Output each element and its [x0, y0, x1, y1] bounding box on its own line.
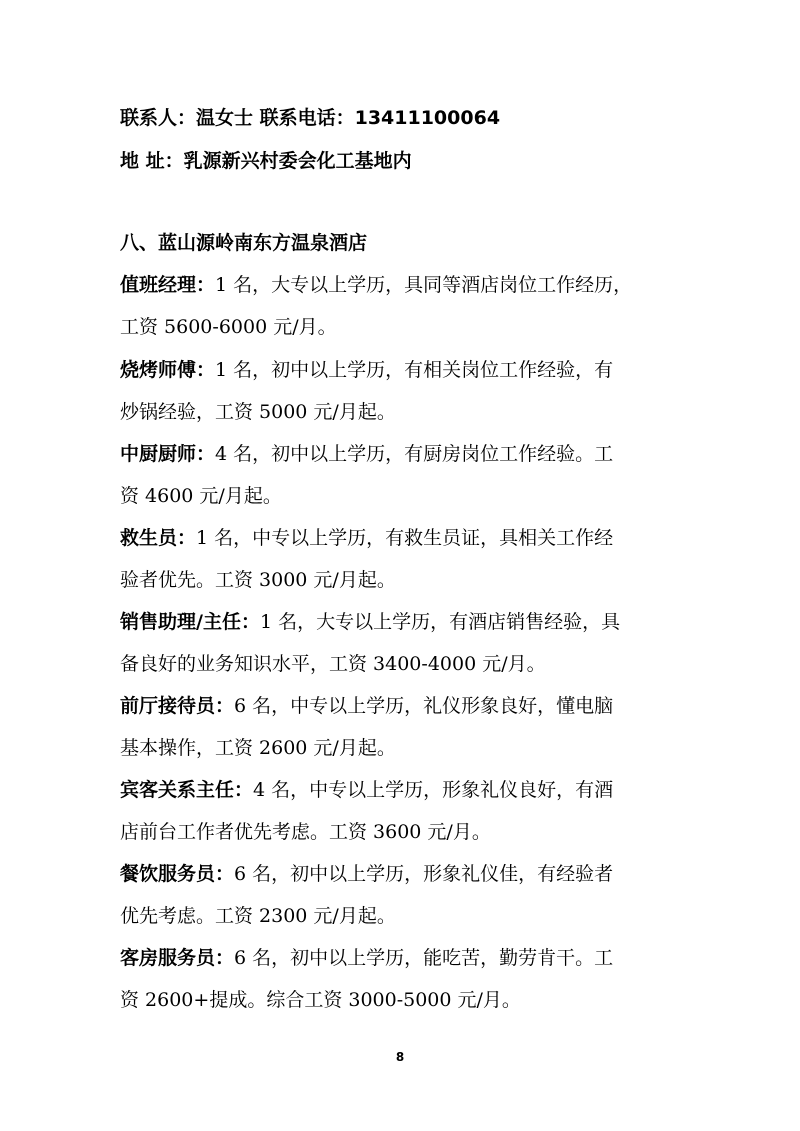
job-title: 宾客关系主任： — [120, 779, 254, 801]
job-detail: 1 名，初中以上学历，有相关岗位工作经验，有 — [215, 359, 614, 381]
job-line-1 — [120, 273, 690, 297]
job-line-2: 店前台工作者优先考虑。工资 3600 元/月。 — [120, 821, 491, 843]
job-line-2: 验者优先。工资 3000 元/月起。 — [120, 569, 396, 591]
job-line-2: 工资 5600-6000 元/月。 — [120, 316, 337, 338]
job-line-1 — [120, 358, 690, 382]
job-title: 救生员： — [120, 527, 197, 549]
job-detail: 4 名，初中以上学历，有厨房岗位工作经验。工 — [215, 443, 614, 465]
job-title: 烧烤师傅： — [120, 359, 216, 381]
job-title: 前厅接待员： — [120, 695, 235, 717]
contact-line: 联系人：温女士 联系电话：13411100064 — [120, 107, 501, 129]
job-line-2: 炒锅经验，工资 5000 元/月起。 — [120, 401, 396, 423]
job-title: 值班经理： — [120, 274, 216, 296]
job-line-2: 资 4600 元/月起。 — [120, 485, 282, 507]
address-line: 地 址：乳源新兴村委会化工基地内 — [120, 150, 412, 172]
job-detail: 1 名，大专以上学历，具同等酒店岗位工作经历， — [215, 274, 633, 296]
job-detail: 1 名，中专以上学历，有救生员证，具相关工作经 — [196, 527, 614, 549]
job-line-1 — [120, 526, 690, 550]
job-line-1 — [120, 694, 690, 718]
page-number: 8 — [395, 1050, 405, 1064]
job-title: 销售助理/主任： — [120, 611, 260, 633]
job-detail: 6 名，初中以上学历，能吃苦，勤劳肯干。工 — [234, 947, 614, 969]
job-detail: 6 名，中专以上学历，礼仪形象良好，懂电脑 — [234, 695, 614, 717]
job-line-1 — [120, 946, 690, 970]
job-line-1 — [120, 610, 690, 634]
job-line-2: 备良好的业务知识水平，工资 3400-4000 元/月。 — [120, 653, 546, 675]
job-title: 中厨厨师： — [120, 443, 216, 465]
job-detail: 6 名，初中以上学历，形象礼仪佳，有经验者 — [234, 863, 614, 885]
job-detail: 4 名，中专以上学历，形象礼仪良好，有酒 — [253, 779, 614, 801]
job-title: 客房服务员： — [120, 947, 235, 969]
job-line-1 — [120, 442, 690, 466]
job-line-1 — [120, 862, 690, 886]
job-line-1 — [120, 778, 690, 802]
job-title: 餐饮服务员： — [120, 863, 235, 885]
job-line-2: 优先考虑。工资 2300 元/月起。 — [120, 905, 396, 927]
job-line-2: 基本操作，工资 2600 元/月起。 — [120, 737, 396, 759]
job-detail: 1 名，大专以上学历，有酒店销售经验，具 — [259, 611, 621, 633]
section-title: 八、蓝山源岭南东方温泉酒店 — [120, 232, 368, 254]
job-line-2: 资 2600+提成。综合工资 3000-5000 元/月。 — [120, 989, 521, 1011]
